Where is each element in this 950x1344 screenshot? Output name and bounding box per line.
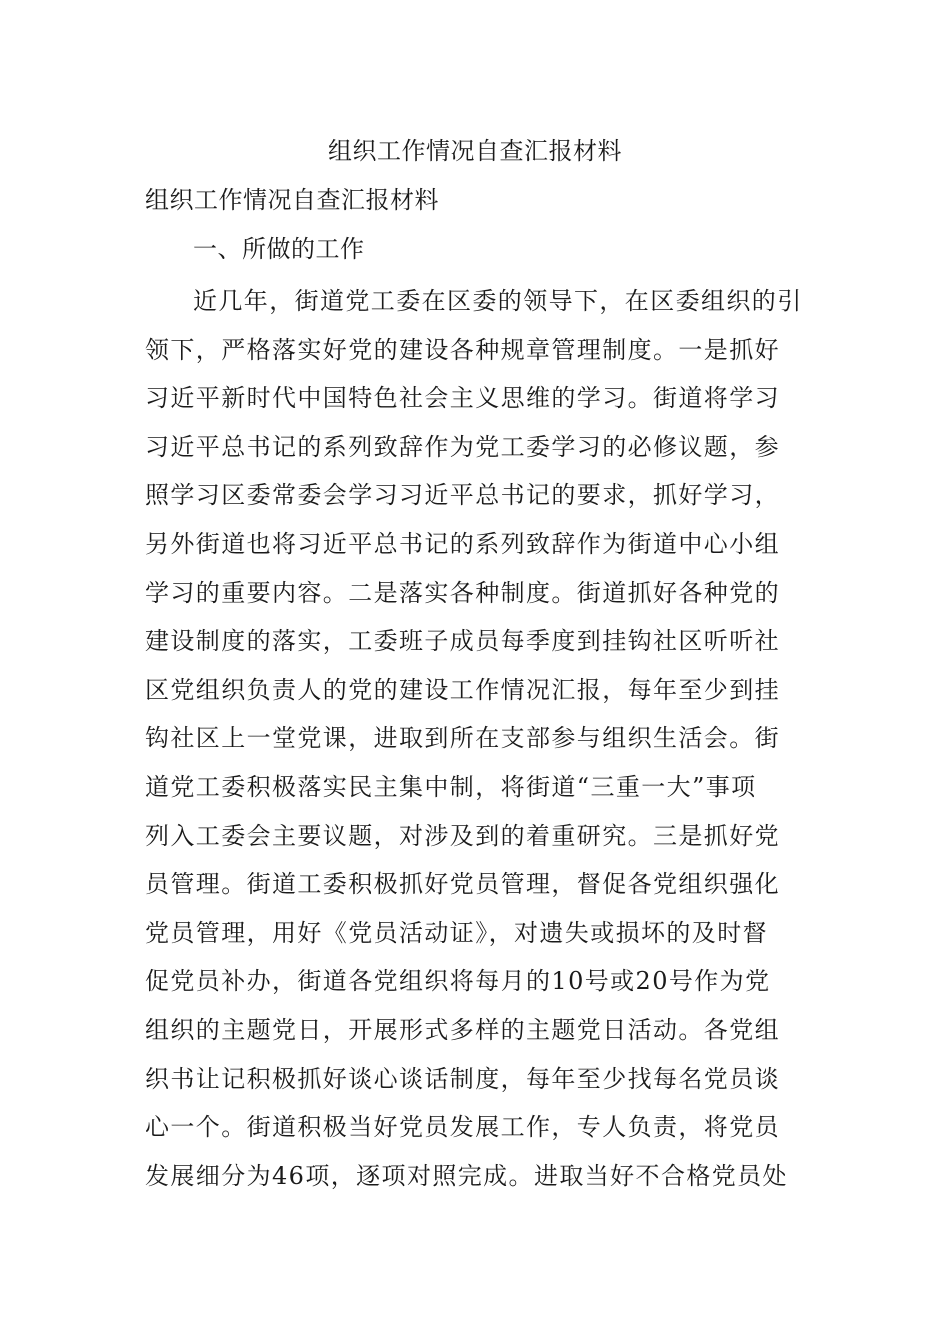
body-line: 列入工委会主要议题，对涉及到的着重研究。三是抓好党 — [145, 821, 780, 850]
document-subtitle: 组织工作情况自查汇报材料 — [145, 186, 439, 214]
body-line: 领下，严格落实好党的建设各种规章管理制度。一是抓好 — [145, 335, 780, 364]
body-line: 学习的重要内容。二是落实各种制度。街道抓好各种党的 — [145, 578, 780, 607]
body-line: 近几年，街道党工委在区委的领导下，在区委组织的引 — [193, 287, 803, 315]
body-line: 促党员补办，街道各党组织将每月的10号或20号作为党 — [145, 967, 771, 996]
body-line: 习近平总书记的系列致辞作为党工委学习的必修议题，参 — [145, 432, 780, 461]
body-line: 照学习区委常委会学习习近平总书记的要求，抓好学习， — [145, 481, 780, 510]
body-line: 道党工委积极落实民主集中制，将街道“三重一大”事项 — [145, 772, 757, 801]
body-line: 区党组织负责人的党的建设工作情况汇报，每年至少到挂 — [145, 675, 780, 704]
body-line: 心一个。街道积极当好党员发展工作，专人负责，将党员 — [145, 1113, 780, 1142]
body-paragraph — [145, 277, 809, 1200]
body-line: 习近平新时代中国特色社会主义思维的学习。街道将学习 — [145, 384, 780, 413]
body-line: 建设制度的落实，工委班子成员每季度到挂钩社区听听社 — [145, 627, 780, 656]
document-title: 组织工作情况自查汇报材料 — [328, 137, 622, 165]
body-line: 发展细分为46项，逐项对照完成。进取当好不合格党员处 — [145, 1161, 788, 1190]
body-line: 另外街道也将习近平总书记的系列致辞作为街道中心小组 — [145, 529, 780, 558]
body-line: 员管理。街道工委积极抓好党员管理，督促各党组织强化 — [145, 870, 780, 899]
body-line: 织书让记积极抓好谈心谈话制度，每年至少找每名党员谈 — [145, 1064, 780, 1093]
body-line: 组织的主题党日，开展形式多样的主题党日活动。各党组 — [145, 1015, 780, 1044]
body-line: 钩社区上一堂党课，进取到所在支部参与组织生活会。街 — [145, 724, 780, 753]
body-line: 党员管理，用好《党员活动证》，对遗失或损坏的及时督 — [145, 918, 768, 947]
section-heading: 一、所做的工作 — [193, 235, 365, 263]
